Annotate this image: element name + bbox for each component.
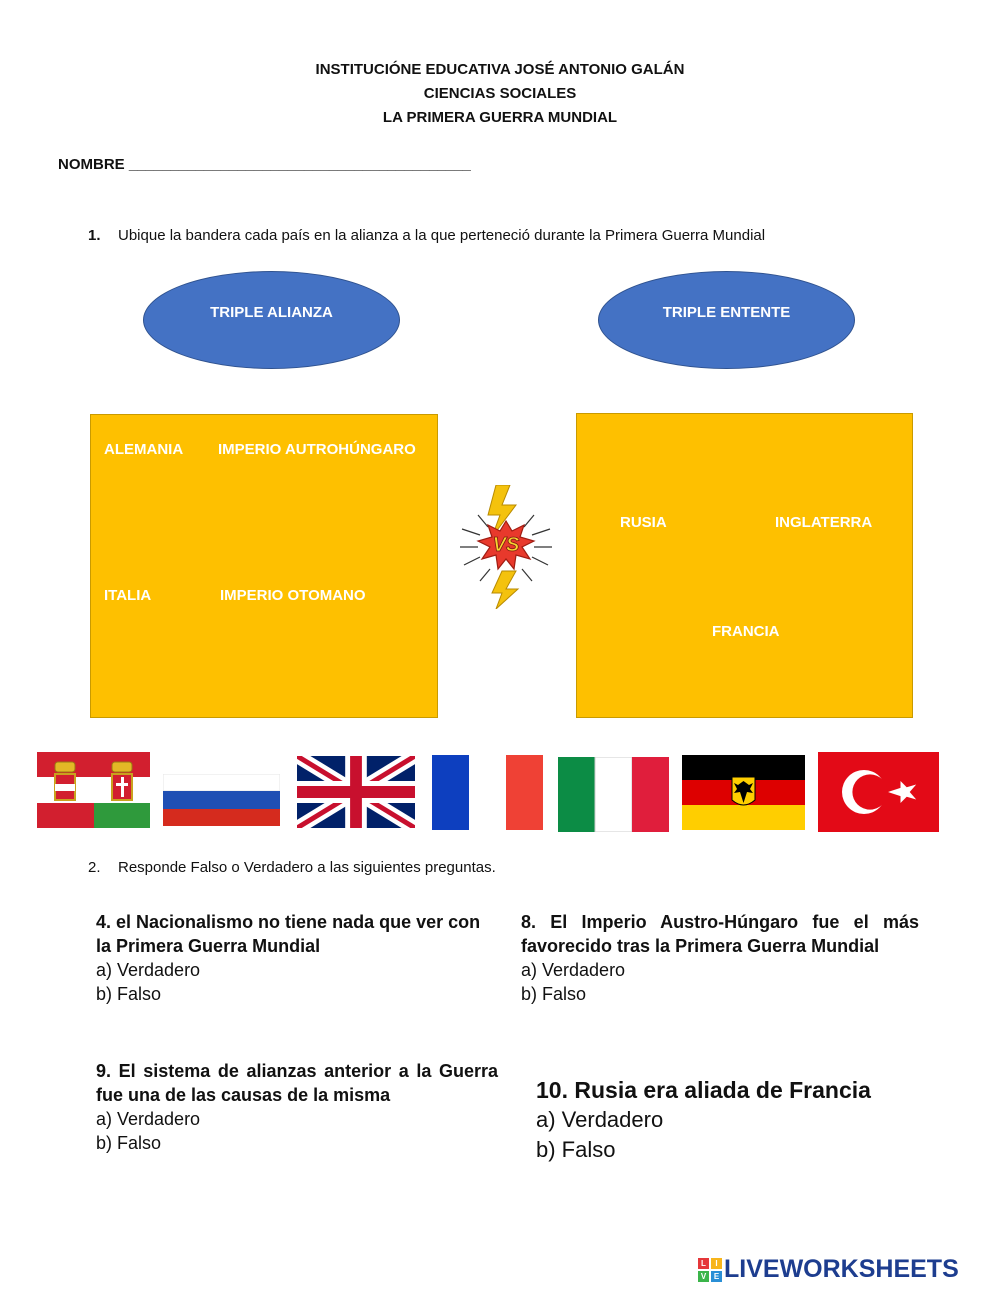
question-8	[521, 910, 919, 1006]
question-10-option-b[interactable]: b) Falso	[536, 1137, 616, 1162]
austria-hungary-flag[interactable]	[37, 752, 150, 828]
country-label-inglaterra: INGLATERRA	[775, 514, 873, 531]
question-8-option-b[interactable]: b) Falso	[521, 984, 587, 1004]
page-title: LA PRIMERA GUERRA MUNDIAL	[382, 109, 618, 126]
question-4	[96, 910, 488, 1006]
triple-entente-drop-zone[interactable]	[576, 413, 913, 718]
question-4-option-a[interactable]: a) Verdadero	[96, 960, 201, 980]
question-9-option-a[interactable]: a) Verdadero	[96, 1109, 201, 1129]
russia-flag[interactable]	[163, 774, 280, 826]
question-4-option-b[interactable]: b) Falso	[96, 984, 162, 1004]
question-8-option-a[interactable]: a) Verdadero	[521, 960, 626, 980]
name-label: NOMBRE	[58, 156, 125, 173]
question-4-text: 4. el Nacionalismo no tiene nada que ver con la Primera Guerra Mundial	[96, 912, 481, 956]
triple-alianza-drop-zone[interactable]	[90, 414, 438, 718]
country-label-imperio-otomano: IMPERIO OTOMANO	[220, 587, 366, 604]
italy-flag[interactable]	[558, 757, 669, 832]
triple-alianza-oval	[143, 271, 400, 369]
versus-icon	[458, 485, 554, 609]
instruction-1	[88, 227, 765, 244]
triple-alianza-title: TRIPLE ALIANZA	[210, 304, 333, 321]
country-label-rusia: RUSIA	[620, 514, 667, 531]
ottoman-flag[interactable]	[818, 752, 939, 832]
question-10	[536, 1075, 936, 1165]
country-label-francia: FRANCIA	[712, 623, 780, 640]
logo-text: LIVEWORKSHEETS	[724, 1255, 959, 1283]
question-8-text: 8. El Imperio Austro-Húngaro fue el más favorecido tras la Primera Guerra Mundial	[521, 912, 919, 956]
country-label-imperio-austrohungaro: IMPERIO AUTROHÚNGARO	[218, 441, 416, 458]
triple-entente-oval	[598, 271, 855, 369]
liveworksheets-logo	[698, 1255, 959, 1284]
question-10-option-a[interactable]: a) Verdadero	[536, 1107, 664, 1132]
germany-flag[interactable]	[682, 755, 805, 830]
name-input-line[interactable]: _________________________________________	[128, 156, 471, 173]
question-10-text: 10. Rusia era aliada de Francia	[536, 1077, 871, 1103]
instruction-1-text: Ubique la bandera cada país en la alianza a la que perteneció durante la Primera Guerra Mundial	[118, 227, 766, 244]
name-row	[58, 156, 471, 173]
versus-text: VS	[492, 534, 520, 556]
france-flag[interactable]	[432, 755, 543, 830]
question-9-text: 9. El sistema de alianzas anterior a la Guerra fue una de las causas de la misma	[96, 1061, 498, 1105]
school-name: INSTITUCIÓNE EDUCATIVA JOSÉ ANTONIO GALÁN	[315, 61, 685, 78]
country-label-alemania: ALEMANIA	[104, 441, 184, 458]
instruction-2	[88, 859, 496, 876]
subject-name: CIENCIAS SOCIALES	[423, 85, 577, 102]
logo-badge-icon: L I V E	[698, 1258, 722, 1282]
question-9-option-b[interactable]: b) Falso	[96, 1133, 162, 1153]
question-9	[96, 1059, 498, 1155]
united-kingdom-flag[interactable]	[297, 756, 415, 828]
country-label-italia: ITALIA	[104, 587, 152, 604]
triple-entente-title: TRIPLE ENTENTE	[662, 304, 791, 321]
instruction-1-number: 1.	[88, 227, 101, 244]
instruction-2-number: 2.	[88, 859, 101, 876]
instruction-2-text: Responde Falso o Verdadero a las siguientes preguntas.	[118, 859, 496, 876]
